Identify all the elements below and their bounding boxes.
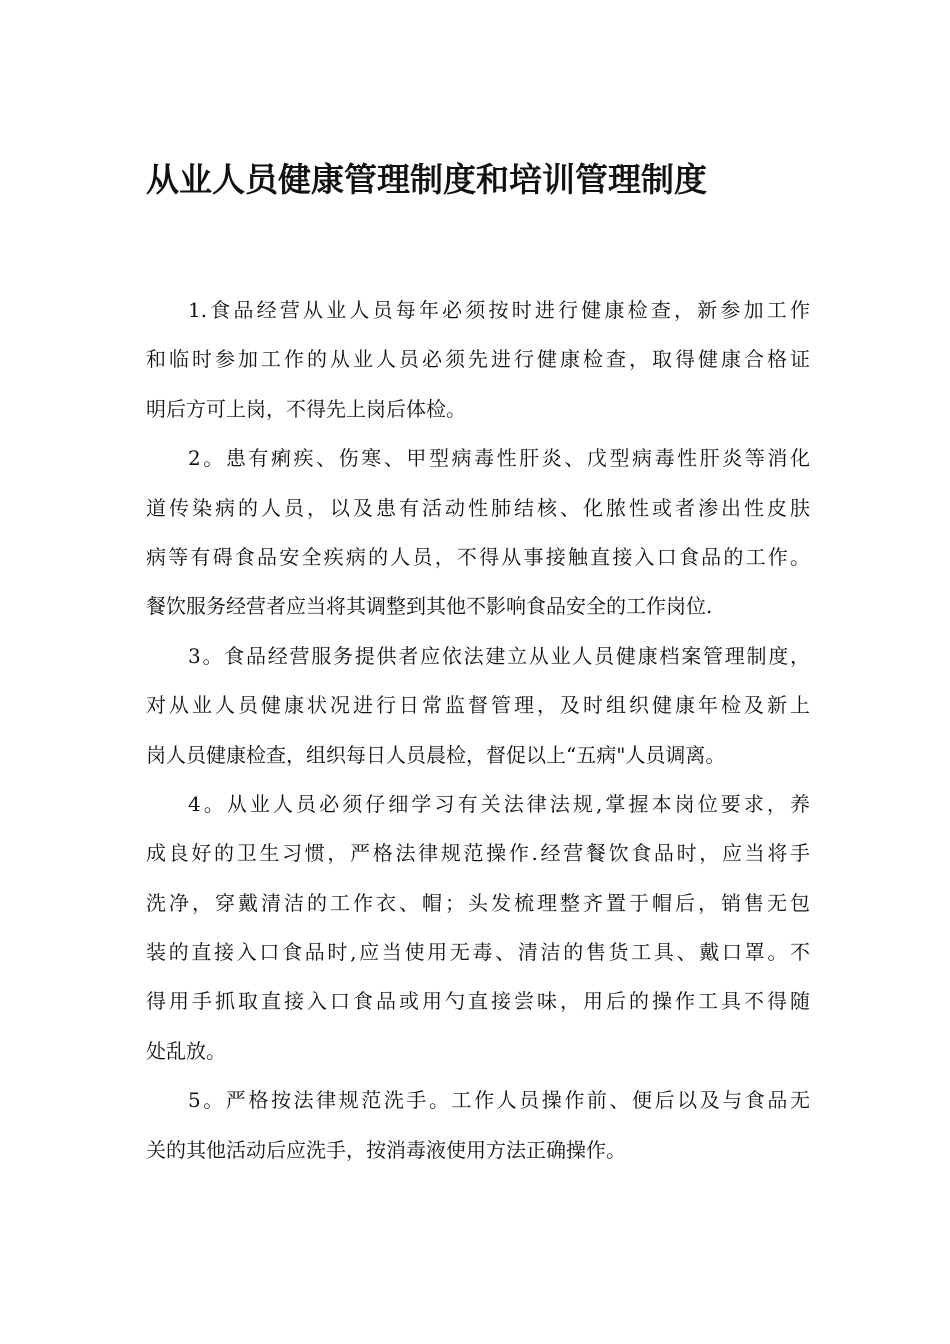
paragraph-line: 餐饮服务经营者应当将其调整到其他不影响食品安全的工作岗位. [146,594,713,619]
paragraph-line: 2。患有痢疾、伤寒、甲型病毒性肝炎、戊型病毒性肝炎等消化 [188,446,810,471]
paragraph-line: 成良好的卫生习惯，严格法律规范操作.经营餐饮食品时，应当将手 [146,841,810,866]
paragraph-line: 道传染病的人员，以及患有活动性肺结核、化脓性或者渗出性皮肤 [146,495,810,520]
paragraph-line: 3。食品经营服务提供者应依法建立从业人员健康档案管理制度， [188,643,810,668]
document-title: 从业人员健康管理制度和培训管理制度 [146,160,707,199]
paragraph-line: 4。从业人员必须仔细学习有关法律法规,掌握本岗位要求，养 [188,791,810,816]
document-body [146,286,810,1175]
paragraph-2 [146,434,810,632]
paragraph-line: 得用手抓取直接入口食品或用勺直接尝味，用后的操作工具不得随 [146,989,810,1014]
paragraph-line: 5。严格按法律规范洗手。工作人员操作前、便后以及与食品无 [188,1088,810,1113]
paragraph-3 [146,632,810,780]
paragraph-line: 岗人员健康检查，组织每日人员晨检，督促以上“五病"人员调离。 [146,742,726,767]
paragraph-line: 和临时参加工作的从业人员必须先进行健康检查，取得健康合格证 [146,347,810,372]
paragraph-line: 明后方可上岗，不得先上岗后体检。 [146,396,466,421]
paragraph-line: 关的其他活动后应洗手，按消毒液使用方法正确操作。 [146,1137,626,1162]
paragraph-line: 处乱放。 [146,1038,226,1063]
paragraph-line: 对从业人员健康状况进行日常监督管理，及时组织健康年检及新上 [146,693,810,718]
paragraph-line: 1.食品经营从业人员每年必须按时进行健康检查，新参加工作 [188,298,810,322]
paragraph-line: 装的直接入口食品时,应当使用无毒、清洁的售货工具、戴口罩。不 [146,940,810,965]
paragraph-5 [146,1076,810,1175]
paragraph-1 [146,286,810,434]
paragraph-line: 洗净，穿戴清洁的工作衣、帽；头发梳理整齐置于帽后，销售无包 [146,890,810,915]
paragraph-4 [146,780,810,1076]
paragraph-line: 病等有碍食品安全疾病的人员，不得从事接触直接入口食品的工作。 [146,544,810,569]
